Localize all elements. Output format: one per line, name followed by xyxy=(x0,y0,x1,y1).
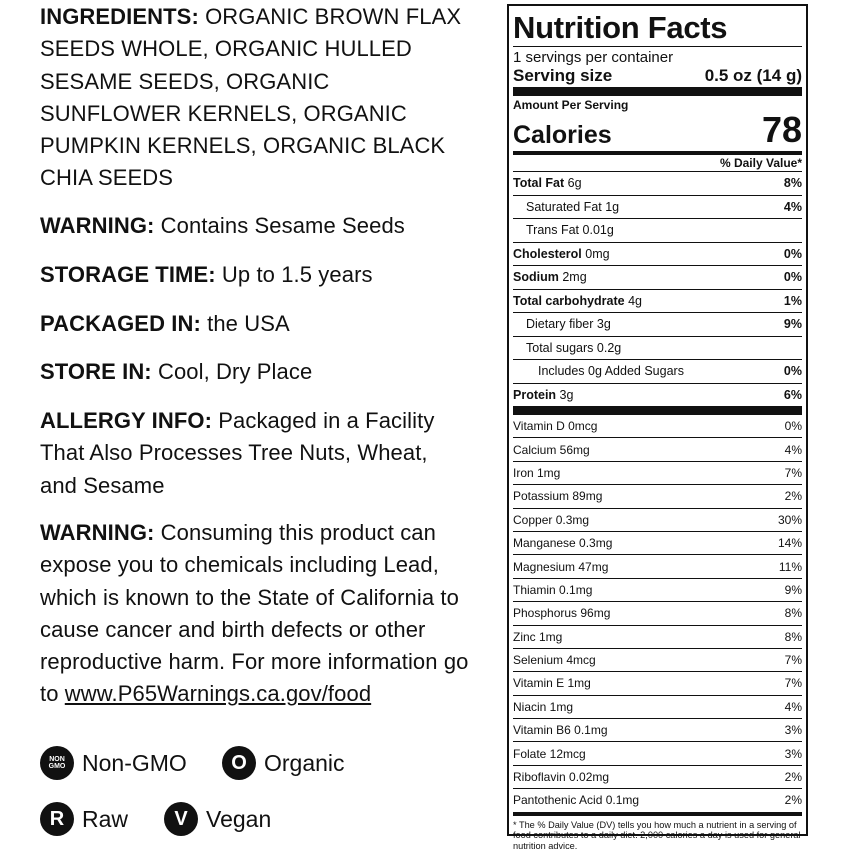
vitamin-row xyxy=(513,554,802,577)
nutrient-row xyxy=(513,171,802,195)
vitamin-dv: 2% xyxy=(784,793,802,808)
store-text: Cool, Dry Place xyxy=(157,359,313,384)
vitamin-dv: 8% xyxy=(784,629,802,644)
store-in xyxy=(40,356,312,388)
store-label: STORE IN: xyxy=(40,359,152,384)
vitamin-row xyxy=(513,648,802,671)
badge-organic xyxy=(222,746,345,780)
storage-text: Up to 1.5 years xyxy=(221,262,373,287)
vitamin-label: Riboflavin 0.02mg xyxy=(513,770,610,785)
packaged-text: the USA xyxy=(207,311,290,336)
calories-row xyxy=(513,109,802,150)
packaged-in xyxy=(40,308,290,340)
non-gmo-icon-bottom: GMO xyxy=(48,763,66,770)
nutrient-label: Trans Fat xyxy=(526,223,580,238)
vitamin-row xyxy=(513,508,802,531)
vitamin-label: Pantothenic Acid 0.1mg xyxy=(513,793,640,808)
allergy-text: Packaged in a Facility That Also Processes Tree Nuts, Wheat, and Sesame xyxy=(40,408,435,498)
badge-label: Organic xyxy=(264,749,345,776)
badge-non-gmo xyxy=(40,746,187,780)
vitamin-row xyxy=(513,531,802,554)
prop65-label: WARNING: xyxy=(40,520,155,545)
prop65-link[interactable]: www.P65Warnings.ca.gov/food xyxy=(64,681,372,707)
nutrient-amount: 6g xyxy=(567,176,582,191)
vitamin-row xyxy=(513,415,802,437)
nutrient-dv: 0% xyxy=(783,246,802,261)
vitamin-row xyxy=(513,601,802,624)
divider xyxy=(513,87,802,96)
vitamin-label: Iron 1mg xyxy=(513,465,561,480)
nutrient-row xyxy=(513,289,802,313)
nutrient-amount: 0.01g xyxy=(582,223,614,238)
vitamin-row xyxy=(513,437,802,460)
vitamin-dv: 3% xyxy=(784,723,802,738)
non-gmo-icon-top: NON xyxy=(49,756,65,763)
vitamin-row xyxy=(513,695,802,718)
raw-icon: R xyxy=(40,802,74,836)
nutrient-label: Total carbohydrate xyxy=(513,293,625,308)
calories-value: 78 xyxy=(761,109,802,150)
vitamin-dv: 9% xyxy=(784,582,802,597)
nutrient-amount: 3g xyxy=(559,387,574,402)
nutrient-dv: 6% xyxy=(783,387,802,402)
amount-per-serving: Amount Per Serving xyxy=(513,98,629,112)
vitamin-row xyxy=(513,788,802,811)
servings-per-container: 1 servings per container xyxy=(513,49,674,66)
serving-size-value: 0.5 oz (14 g) xyxy=(704,66,802,85)
nutrition-facts-panel xyxy=(507,4,808,851)
nutrient-dv: 4% xyxy=(783,199,802,214)
vitamin-dv: 7% xyxy=(784,465,802,480)
vitamin-row xyxy=(513,671,802,694)
vitamin-dv: 30% xyxy=(777,512,802,527)
nutrient-label: Total Fat xyxy=(513,176,565,191)
warning-label: WARNING: xyxy=(40,213,155,238)
ingredients-text: ORGANIC BROWN FLAX SEEDS WHOLE, ORGANIC HULLED SESAME SEEDS, ORGANIC SUNFLOWER KERNELS, ORGANIC PUMPKIN KERNELS, ORGANIC BLACK CHIA SEEDS xyxy=(40,4,462,191)
vitamin-label: Vitamin E 1mg xyxy=(513,676,591,691)
vitamin-row xyxy=(513,461,802,484)
warning-text: Contains Sesame Seeds xyxy=(160,213,405,238)
vitamin-label: Vitamin B6 0.1mg xyxy=(513,723,608,738)
nutrient-row xyxy=(513,265,802,289)
nutrient-dv: 9% xyxy=(783,317,802,332)
badge-label: Vegan xyxy=(206,805,272,832)
vitamin-row xyxy=(513,625,802,648)
vitamin-dv: 11% xyxy=(778,559,802,574)
nutrient-row xyxy=(513,312,802,336)
badge-vegan xyxy=(164,802,271,836)
daily-value-footnote: * The % Daily Value (DV) tells you how much a nutrient in a serving of food contributes to a daily diet. 2,000 calories a day is used for general nutrition advice. xyxy=(513,819,801,851)
vitamin-label: Phosphorus 96mg xyxy=(513,606,611,621)
nutrient-label: Total sugars xyxy=(526,340,594,355)
badge-label: Non-GMO xyxy=(82,749,187,776)
divider xyxy=(513,406,802,415)
vitamin-label: Selenium 4mcg xyxy=(513,653,596,668)
vitamin-label: Vitamin D 0mcg xyxy=(513,419,598,434)
prop65-warning xyxy=(40,517,470,711)
nutrient-row xyxy=(513,195,802,219)
vitamin-dv: 8% xyxy=(784,606,802,621)
nutrition-facts-title: Nutrition Facts xyxy=(513,10,728,45)
vitamin-label: Calcium 56mg xyxy=(513,442,590,457)
vitamin-dv: 4% xyxy=(784,699,802,714)
nutrient-label: Dietary fiber xyxy=(526,317,594,332)
vitamin-label: Magnesium 47mg xyxy=(513,559,609,574)
vitamin-dv: 2% xyxy=(784,489,802,504)
nutrient-dv: 1% xyxy=(783,293,802,308)
vitamin-label: Thiamin 0.1mg xyxy=(513,582,593,597)
divider xyxy=(513,46,802,47)
nutrient-dv: 0% xyxy=(783,270,802,285)
nutrient-dv: 0% xyxy=(783,364,802,379)
organic-icon: O xyxy=(222,746,256,780)
non-gmo-icon xyxy=(40,746,74,780)
vitamin-dv: 0% xyxy=(784,419,802,434)
prop65-text: Consuming this product can expose you to chemicals including Lead, which is known to the State of California to cause cancer and birth defects or other reproductive harm. For more information go to xyxy=(40,520,469,707)
sesame-warning xyxy=(40,210,405,242)
nutrient-label: Protein xyxy=(513,387,557,402)
nutrient-label: Cholesterol xyxy=(513,246,582,261)
allergy-info xyxy=(40,405,460,502)
nutrient-amount: 1g xyxy=(605,199,620,214)
vitamin-row xyxy=(513,765,802,788)
vitamin-row xyxy=(513,484,802,507)
nutrient-row xyxy=(513,242,802,266)
nutrient-amount: 2mg xyxy=(562,270,587,285)
vitamin-dv: 4% xyxy=(784,442,802,457)
nutrient-dv: 8% xyxy=(783,176,802,191)
packaged-label: PACKAGED IN: xyxy=(40,311,201,336)
nutrient-amount: 0.2g xyxy=(596,340,622,355)
nutrient-amount: 0mg xyxy=(585,246,610,261)
vitamin-row xyxy=(513,741,802,764)
daily-value-header: % Daily Value* xyxy=(719,156,802,170)
vitamin-label: Folate 12mcg xyxy=(513,746,586,761)
serving-size-row xyxy=(513,66,802,87)
vitamin-dv: 14% xyxy=(777,536,802,551)
ingredients-label: INGREDIENTS: xyxy=(40,4,199,29)
storage-time xyxy=(40,259,373,291)
nutrient-label: Sodium xyxy=(513,270,559,285)
calories-label: Calories xyxy=(513,121,612,149)
badge-raw xyxy=(40,802,128,836)
vitamin-label: Manganese 0.3mg xyxy=(513,536,613,551)
serving-size-label: Serving size xyxy=(513,66,613,85)
vitamin-dv: 7% xyxy=(784,676,802,691)
vegan-icon: V xyxy=(164,802,198,836)
vitamin-label: Copper 0.3mg xyxy=(513,512,590,527)
nutrient-row xyxy=(513,218,802,242)
vitamin-row xyxy=(513,578,802,601)
nutrient-label: Includes 0g Added Sugars xyxy=(538,364,684,379)
vitamin-row xyxy=(513,718,802,741)
nutrient-row xyxy=(513,383,802,407)
nutrient-label: Saturated Fat xyxy=(526,199,602,214)
nutrient-row xyxy=(513,359,802,383)
vitamin-dv: 3% xyxy=(784,746,802,761)
badge-label: Raw xyxy=(82,805,129,832)
vitamin-dv: 7% xyxy=(784,653,802,668)
vitamin-label: Potassium 89mg xyxy=(513,489,603,504)
allergy-label: ALLERGY INFO: xyxy=(40,408,213,433)
nutrient-row xyxy=(513,336,802,360)
vitamin-label: Niacin 1mg xyxy=(513,699,574,714)
nutrient-amount: 4g xyxy=(628,293,642,308)
nutrient-amount: 3g xyxy=(596,317,611,332)
vitamin-label: Zinc 1mg xyxy=(513,629,563,644)
vitamin-mineral-list xyxy=(513,415,802,812)
ingredients-paragraph xyxy=(40,1,465,195)
storage-label: STORAGE TIME: xyxy=(40,262,216,287)
vitamin-dv: 2% xyxy=(784,770,802,785)
